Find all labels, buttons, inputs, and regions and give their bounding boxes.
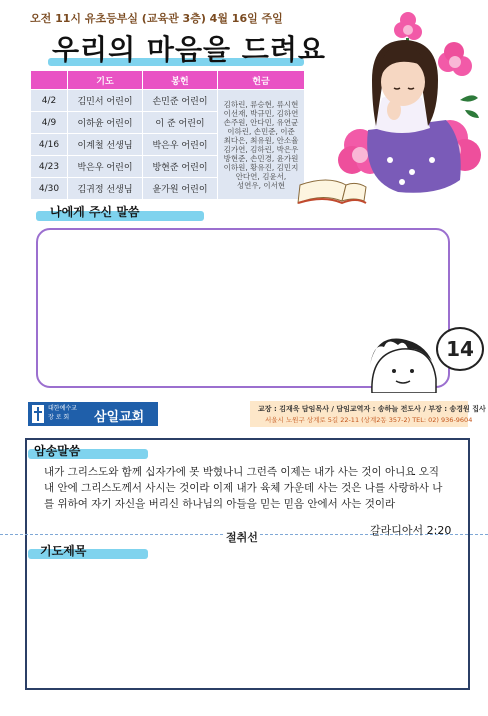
row-prayer: 이계철 선생님 [68, 134, 143, 156]
row-date: 4/16 [31, 134, 68, 156]
table-row [31, 90, 305, 112]
giver-line: 안다연, 김윤서, [235, 171, 287, 181]
row-offering: 이 준 어린이 [143, 112, 218, 134]
address-line: 서울시 노원구 상계로 5길 22-11 (상계2동 357-2) TEL: 02) 936-9604 [265, 416, 473, 424]
giver-line: 이하원, 황유진, 김민지 [223, 162, 299, 172]
duty-table [30, 70, 305, 200]
table-header-date [31, 71, 68, 90]
row-date: 4/9 [31, 112, 68, 134]
row-date: 4/23 [31, 156, 68, 178]
flower-icon [438, 42, 472, 76]
church-logo [28, 402, 158, 426]
memory-verse-text: 내가 그리스도와 함께 십자가에 못 박혔나니 그런즉 이제는 내가 사는 것이 아니요 오직 내 안에 그리스도께서 사시는 것이라 이제 내가 육체 가운데 사는 것은 나를 사랑하사 나를 위하여 자기 자신을 버리신 하나님의 아들을 믿는 믿음 안에서 사는 것이라 [44, 466, 443, 510]
giver-line: 손주원, 안다민, 유연균 [223, 117, 299, 127]
memory-section-title: 암송말씀 [34, 444, 81, 458]
page-number: 14 [436, 327, 484, 371]
church-name: 삼일교회 [94, 410, 145, 425]
table-header-givers: 헌금 [218, 71, 305, 90]
prayer-section-title: 기도제목 [40, 544, 87, 558]
giver-line: 성연우, 이서현 [236, 180, 286, 190]
table-header-row [31, 71, 305, 90]
staff-line: 교장 : 김재욱 담임목사 / 담임교역자 : 송하늘 전도사 / 부장 : 송경원 집사 [258, 405, 486, 413]
verse-reference: 갈라디아서 2:20 [370, 524, 452, 537]
giver-line: 이하린, 손민준, 이준 [227, 126, 295, 136]
giver-line: 김가연, 김하린, 박은우 [223, 144, 299, 154]
row-prayer: 김귀정 선생님 [68, 178, 143, 200]
header-info: 오전 11시 유초등부실 (교육관 3층) 4월 16일 주일 [30, 12, 283, 25]
row-offering: 손민준 어린이 [143, 90, 218, 112]
row-prayer: 박은우 어린이 [68, 156, 143, 178]
praying-girl-illustration [290, 10, 485, 215]
giver-line: 이선재, 박규민, 김하연 [223, 108, 299, 118]
table-header-prayer: 기도 [68, 71, 143, 90]
row-offering: 윤가원 어린이 [143, 178, 218, 200]
leaf-icon [460, 95, 479, 118]
word-section-title: 나에게 주신 말씀 [50, 205, 140, 219]
cross-icon [32, 405, 44, 423]
row-prayer: 김민서 어린이 [68, 90, 143, 112]
giver-line: 방현준, 손민경, 윤가원 [223, 153, 299, 163]
table-header-offering: 봉헌 [143, 71, 218, 90]
row-date: 4/30 [31, 178, 68, 200]
row-offering: 박은우 어린이 [143, 134, 218, 156]
cartoon-character-illustration [366, 335, 440, 393]
row-date: 4/2 [31, 90, 68, 112]
denomination-line2: 장 로 회 [48, 414, 70, 421]
giver-line: 최다은, 최유원, 안소율 [223, 135, 299, 145]
bible-icon [298, 180, 366, 203]
row-offering: 방현준 어린이 [143, 156, 218, 178]
giver-line: 김하린, 류승현, 류시현 [223, 99, 299, 109]
row-prayer: 이하윤 어린이 [68, 112, 143, 134]
cut-line-label: 절취선 [226, 531, 258, 544]
page-title: 우리의 마음을 드려요 [52, 33, 326, 66]
denomination-line1: 대한예수교 [48, 405, 77, 412]
